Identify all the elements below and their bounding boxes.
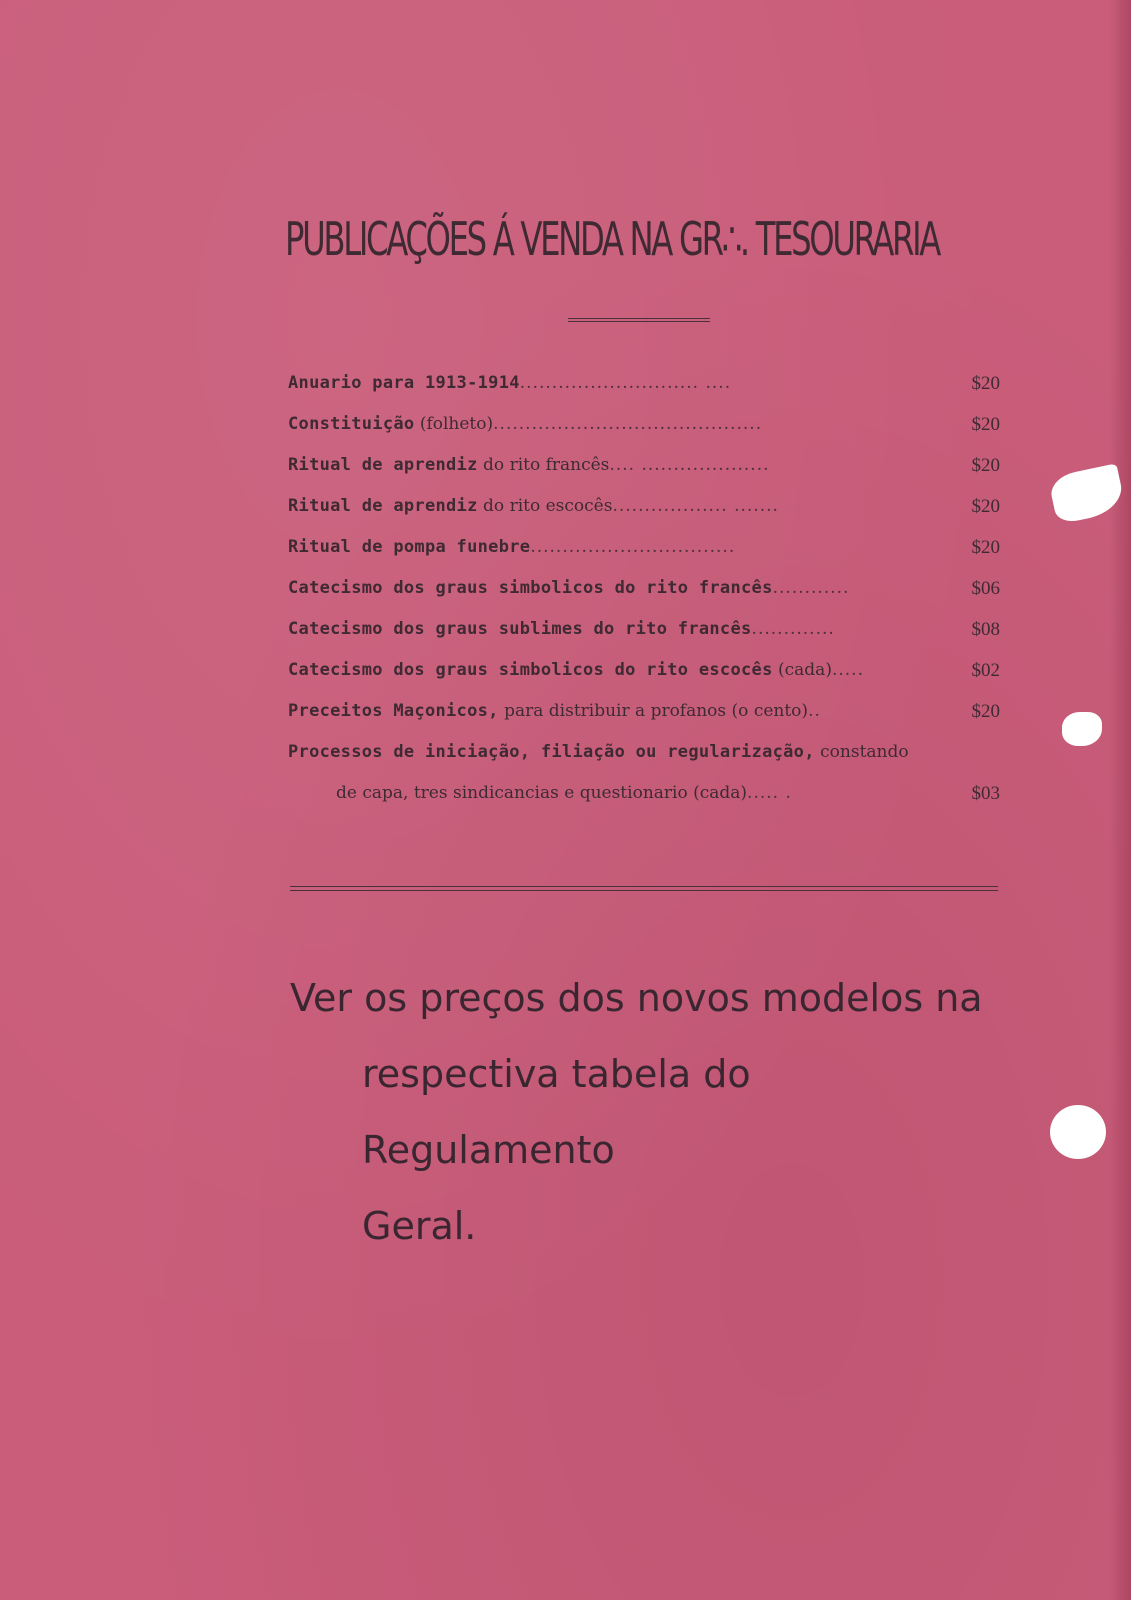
item-name: Ritual de aprendiz do rito escocês.................. ....... xyxy=(288,496,779,516)
page-edge-shadow xyxy=(1109,0,1131,1600)
item-price: $06 xyxy=(971,578,1000,599)
item-price: $20 xyxy=(971,496,1000,517)
item-price: $20 xyxy=(971,701,1000,722)
list-item xyxy=(288,572,1000,613)
item-name: Catecismo dos graus sublimes do rito francês............. xyxy=(288,619,835,639)
section-divider xyxy=(290,886,998,891)
item-name: Ritual de aprendiz do rito francês.... .................... xyxy=(288,455,770,475)
note-line: Geral. xyxy=(362,1204,477,1248)
paper-hole xyxy=(1062,712,1102,746)
item-price: $20 xyxy=(971,455,1000,476)
item-price: $20 xyxy=(971,373,1000,394)
item-name: de capa, tres sindicancias e questionario (cada)..... . xyxy=(336,783,792,803)
list-item xyxy=(288,367,1000,408)
item-price: $20 xyxy=(971,414,1000,435)
list-item xyxy=(288,408,1000,449)
item-name: Catecismo dos graus simbolicos do rito francês............ xyxy=(288,578,850,598)
item-price: $20 xyxy=(971,537,1000,558)
item-name: Ritual de pompa funebre................................ xyxy=(288,537,736,557)
item-name: Processos de iniciação, filiação ou regularização, constando xyxy=(288,742,909,762)
item-name: Constituição (folheto).......................................... xyxy=(288,414,763,434)
item-price: $03 xyxy=(971,783,1000,804)
item-name: Anuario para 1913-1914............................ .... xyxy=(288,373,732,393)
list-item xyxy=(288,736,1000,777)
page-title: PUBLICAÇÕES Á VENDA NA GR∴. TESOURARIA xyxy=(285,212,940,266)
list-item xyxy=(288,449,1000,490)
list-item-continuation xyxy=(288,777,1000,818)
item-name: Catecismo dos graus simbolicos do rito escocês (cada)..... xyxy=(288,660,864,680)
title-divider xyxy=(568,318,710,322)
list-item xyxy=(288,531,1000,572)
paper-hole xyxy=(1050,1105,1106,1159)
item-name: Preceitos Maçonicos, para distribuir a profanos (o cento).. xyxy=(288,701,821,721)
item-price: $08 xyxy=(971,619,1000,640)
handwritten-note xyxy=(290,960,1000,1264)
list-item xyxy=(288,695,1000,736)
note-line: respectiva tabela do Regulamento xyxy=(362,1052,751,1172)
publication-list xyxy=(288,367,1000,818)
list-item xyxy=(288,654,1000,695)
list-item xyxy=(288,490,1000,531)
item-price: $02 xyxy=(971,660,1000,681)
list-item xyxy=(288,613,1000,654)
note-line: Ver os preços dos novos modelos na xyxy=(290,976,983,1020)
